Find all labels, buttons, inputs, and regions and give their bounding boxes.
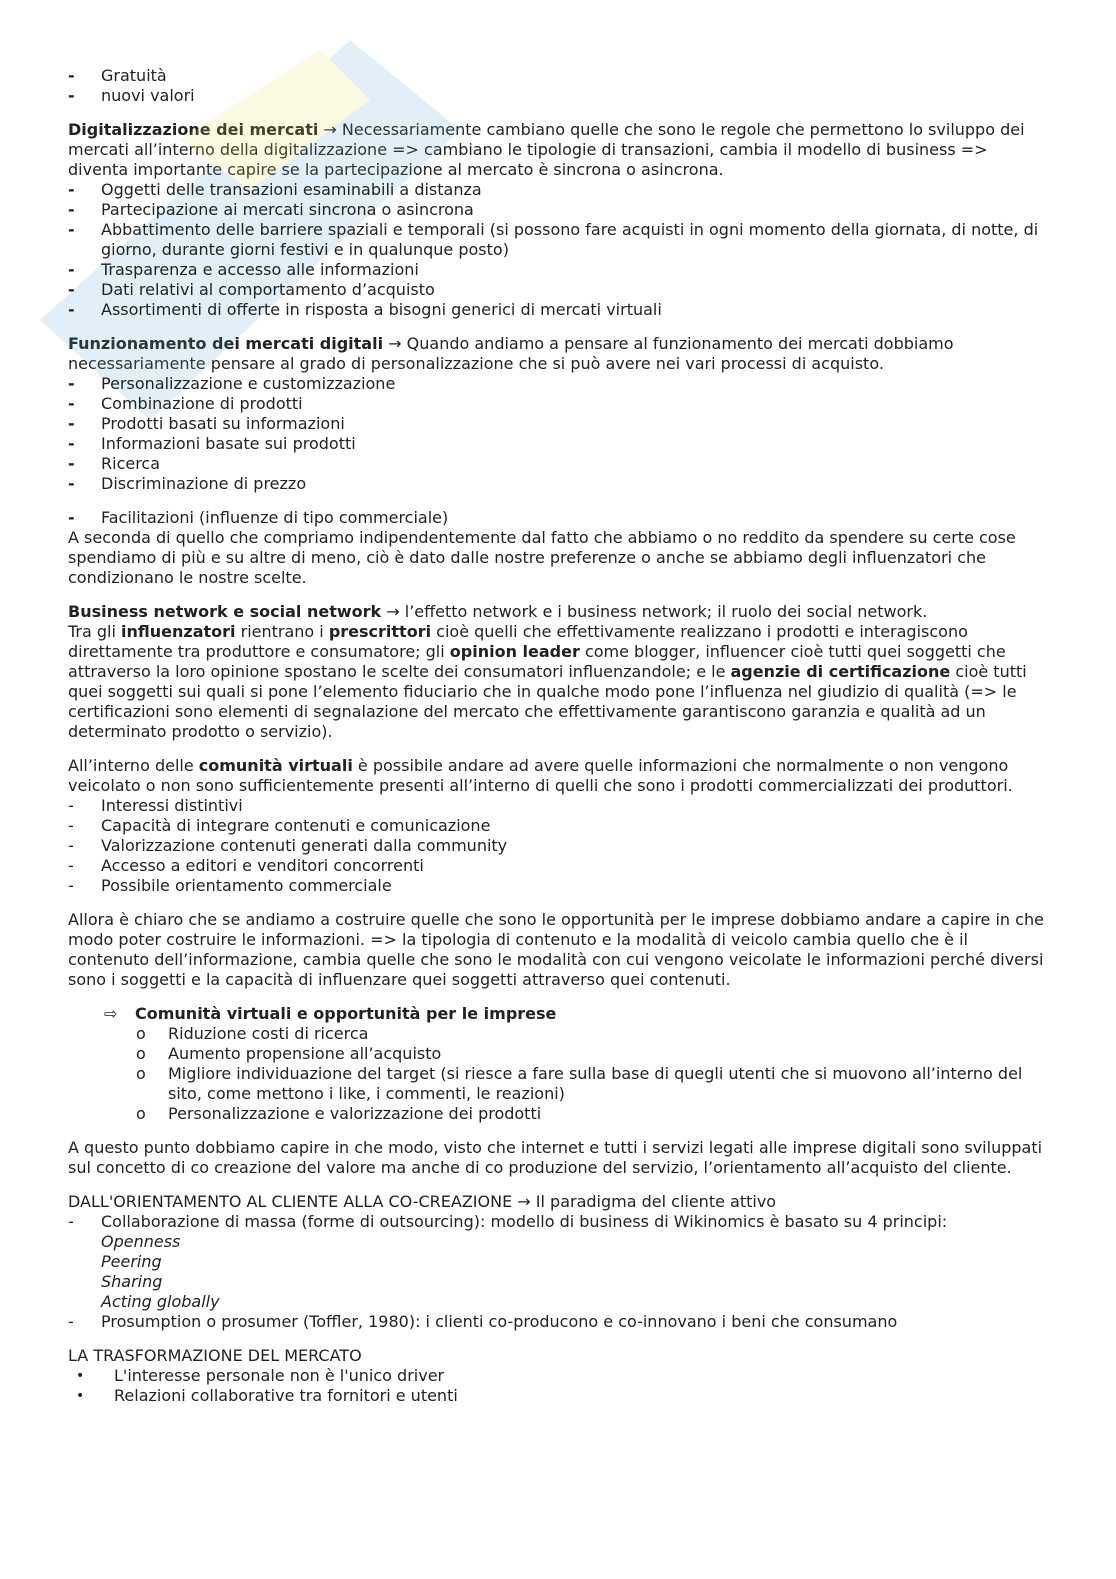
paragraph: A questo punto dobbiamo capire in che modo, visto che internet e tutti i servizi legati alle imprese digitali sono sviluppati sul concetto di co creazione del valore ma anche di co produzione del servizio, l’orientamento all’acquisto del cliente. <box>68 1138 1043 1177</box>
list-item: - Discriminazione di prezzo <box>68 474 307 493</box>
list-item: - Capacità di integrare contenuti e comunicazione <box>68 816 491 835</box>
paragraph: All’interno delle comunità virtuali è possibile andare ad avere quelle informazioni che normalmente o non vengono veicolato o non sono sufficientemente presenti all’interno di quelli che sono i prodotti commercializzati dei produttori. <box>68 756 1013 795</box>
list-item: - Informazioni basate sui prodotti <box>68 434 356 453</box>
list-item: - Assortimenti di offerte in risposta a bisogni generici di mercati virtuali <box>68 300 662 319</box>
list-item: - Interessi distintivi <box>68 796 243 815</box>
list-item: - Partecipazione ai mercati sincrona o asincrona <box>68 200 474 219</box>
section-title: DALL'ORIENTAMENTO AL CLIENTE ALLA CO-CREAZIONE <box>68 1192 513 1211</box>
paragraph: Allora è chiaro che se andiamo a costruire quelle che sono le opportunità per le imprese dobbiamo andare a capire in che modo poter costruire le informazioni. => la tipologia di contenuto e la modalità di veicolo cambia quello che è il contenuto dell’informazione, cambia quelle che sono le modalità con cui vengono veicolate le informazioni perché diversi sono i soggetti e la capacità di influenzare quei soggetti attraverso quei contenuti. <box>68 910 1044 989</box>
list-item: o Personalizzazione e valorizzazione dei prodotti <box>136 1104 542 1123</box>
section-cocreation: DALL'ORIENTAMENTO AL CLIENTE ALLA CO-CREAZIONE → Il paradigma del cliente attivo <box>68 1192 777 1211</box>
list-item: - Accesso a editori e venditori concorrenti <box>68 856 424 875</box>
list-item: - Collaborazione di massa (forme di outsourcing): modello di business di Wikinomics è basato su 4 principi: <box>68 1212 948 1231</box>
section-title: Business network e social network <box>68 602 382 621</box>
principle-item: Sharing <box>101 1272 163 1291</box>
section-functioning: Funzionamento dei mercati digitali → Quando andiamo a pensare al funzionamento dei mercati dobbiamo necessariamente pensare al grado di personalizzazione che si può avere nei vari processi di acquisto. <box>68 334 954 373</box>
list-item: - Gratuità <box>68 66 167 85</box>
list-item: - Possibile orientamento commerciale <box>68 876 392 895</box>
list-item: - Prosumption o prosumer (Toffler, 1980): i clienti co-producono e co-innovano i beni che consumano <box>68 1312 898 1331</box>
principle-item: Acting globally <box>101 1292 220 1311</box>
list-item: - Abbattimento delle barriere spaziali e temporali (si possono fare acquisti in ogni momento della giornata, di notte, di giorno, durante giorni festivi e in qualunque posto) <box>68 220 1039 259</box>
list-item: o Aumento propensione all’acquisto <box>136 1044 442 1063</box>
list-item: - Prodotti basati su informazioni <box>68 414 345 433</box>
section-business-network: Business network e social network → l’effetto network e i business network; il ruolo dei social network. <box>68 602 928 621</box>
section-digital-markets: Digitalizzazione dei mercati → Necessariamente cambiano quelle che sono le regole che permettono lo sviluppo dei mercati all’interno della digitalizzazione => cambiano le tipologie di transazioni, cambia il modello di business => diventa importante capire se la partecipazione al mercato è sincrona o asincrona. <box>68 120 1025 179</box>
list-item: • L'interesse personale non è l'unico driver <box>76 1366 445 1385</box>
list-item: o Riduzione costi di ricerca <box>136 1024 369 1043</box>
principle-item: Openness <box>101 1232 181 1251</box>
list-item: o Migliore individuazione del target (si riesce a fare sulla base di quegli utenti che si muovono all’interno del sito, come mettono i like, i commenti, le reazioni) <box>136 1064 1023 1103</box>
list-item: - Personalizzazione e customizzazione <box>68 374 396 393</box>
paragraph: A seconda di quello che compriamo indipendentemente dal fatto che abbiamo o no reddito da spendere su certe cose spendiamo di più e su altre di meno, ciò è dato dalle nostre preferenze o anche se abbiamo degli influenzatori che condizionano le nostre scelte. <box>68 528 1016 587</box>
list-item: • Relazioni collaborative tra fornitori e utenti <box>76 1386 458 1405</box>
list-item: - Trasparenza e accesso alle informazioni <box>68 260 419 279</box>
list-item: - Ricerca <box>68 454 161 473</box>
list-item: - Facilitazioni (influenze di tipo commerciale) <box>68 508 449 527</box>
paragraph: Tra gli influenzatori rientrano i prescrittori cioè quelli che effettivamente realizzano i prodotti e interagiscono direttamente tra produttore e consumatore; gli opinion leader come blogger, influencer cioè tutti quei soggetti che attraverso la loro opinione spostano le scelte dei consumatori influenzandole; e le agenzie di certificazione cioè tutti quei soggetti sui quali si pone l’elemento fiduciario che in qualche modo pone l’influenza nel giudizio di qualità (=> le certificazioni sono elementi di segnalazione del mercato che effettivamente garantiscono garanzia e qualità ad un determinato prodotto o servizio). <box>68 622 1027 741</box>
list-item: - nuovi valori <box>68 86 195 105</box>
list-item: - Combinazione di prodotti <box>68 394 303 413</box>
section-title: Digitalizzazione dei mercati <box>68 120 319 139</box>
principle-item: Peering <box>101 1252 162 1271</box>
arrow-right-icon: ⇨ <box>104 1004 118 1023</box>
subsection-heading: ⇨ Comunità virtuali e opportunità per le imprese <box>104 1004 557 1023</box>
list-item: - Valorizzazione contenuti generati dalla community <box>68 836 508 855</box>
list-item: - Oggetti delle transazioni esaminabili a distanza <box>68 180 482 199</box>
section-title: LA TRASFORMAZIONE DEL MERCATO <box>68 1346 362 1365</box>
list-item: - Dati relativi al comportamento d’acquisto <box>68 280 435 299</box>
section-title: Funzionamento dei mercati digitali <box>68 334 384 353</box>
